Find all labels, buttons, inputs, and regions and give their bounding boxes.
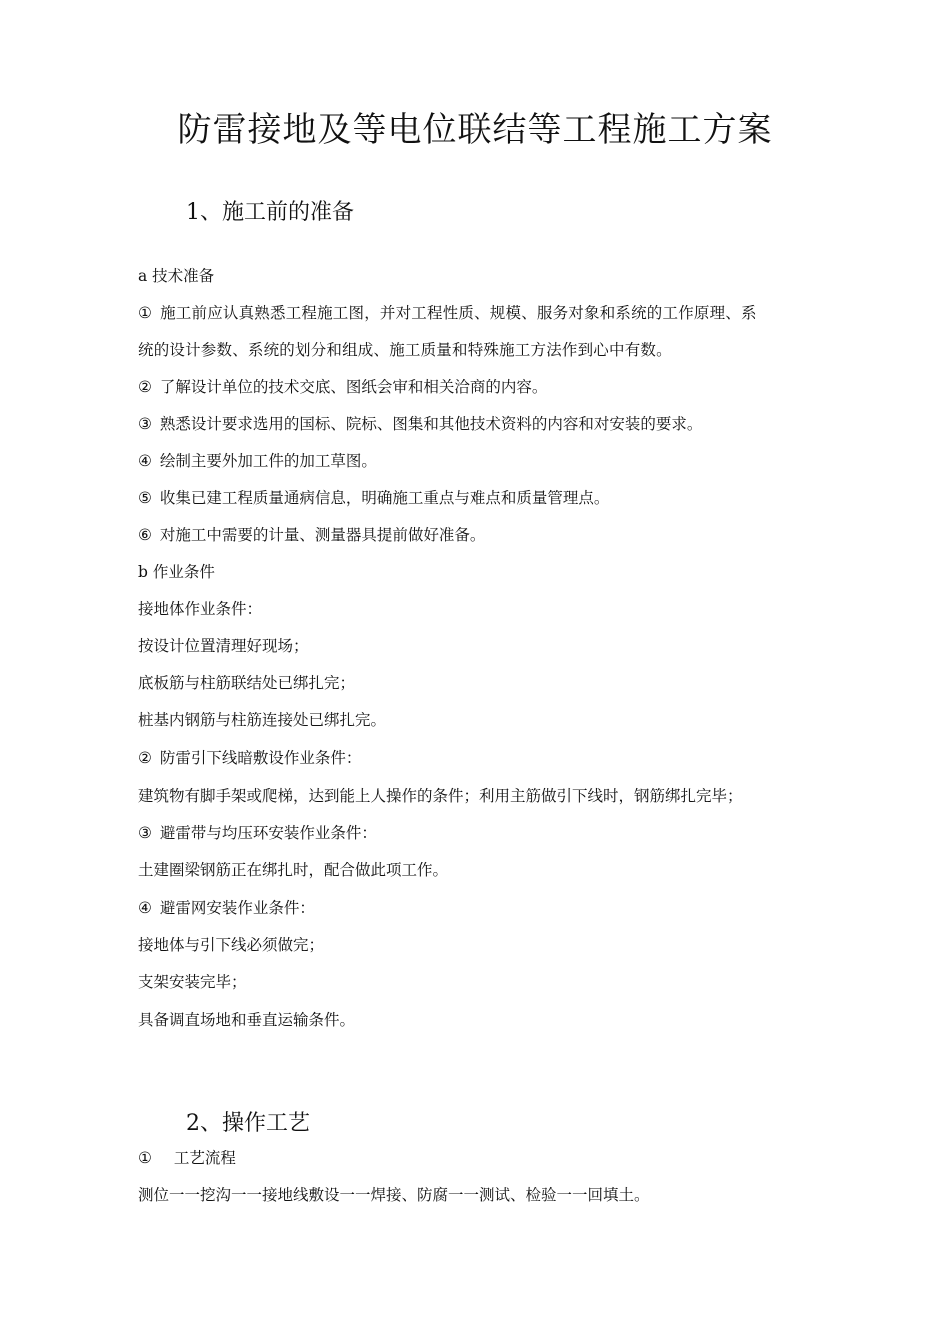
list-item [138, 897, 828, 919]
item-text: 熟悉设计要求选用的国标、院标、图集和其他技术资料的内容和对安装的要求。 [159, 415, 703, 433]
section-2-heading: 2、操作工艺 [186, 1111, 310, 1136]
item-text: 对施工中需要的计量、测量器具提前做好准备。 [159, 526, 486, 544]
item-text: 建筑物有脚手架或爬梯，达到能上人操作的条件；利用主筋做引下线时，钢筋绑扎完毕； [138, 787, 743, 805]
list-item [138, 450, 828, 472]
list-item [138, 785, 828, 807]
document-title: 防雷接地及等电位联结等工程施工方案 [177, 110, 773, 150]
item-text: 具备调直场地和垂直运输条件。 [138, 1011, 356, 1029]
subsection-a-heading: a 技术准备 [138, 267, 215, 285]
item-text: 绘制主要外加工件的加工草图。 [159, 452, 377, 470]
list-item [138, 635, 828, 657]
item-text: 按设计位置清理好现场； [138, 637, 309, 655]
item-number: ④ [138, 899, 152, 917]
item-text: 接地体作业条件： [138, 600, 263, 618]
list-item [138, 413, 828, 435]
item-text: 了解设计单位的技术交底、图纸会审和相关洽商的内容。 [159, 378, 548, 396]
list-item [138, 376, 828, 398]
list-item [138, 971, 828, 993]
list-item [138, 1009, 828, 1031]
list-item [138, 822, 828, 844]
item-text: 避雷带与均压环安装作业条件： [159, 824, 377, 842]
item-text: 土建圈梁钢筋正在绑扎时，配合做此项工作。 [138, 861, 449, 879]
list-item [138, 1147, 828, 1169]
item-number: ③ [138, 824, 152, 842]
item-text: 桩基内钢筋与柱筋连接处已绑扎完。 [138, 711, 387, 729]
subsection-b-heading: b 作业条件 [138, 563, 215, 581]
item-text: 施工前应认真熟悉工程施工图，并对工程性质、规模、服务对象和系统的工作原理、系 [160, 304, 757, 322]
section-1-heading: 1、施工前的准备 [186, 200, 354, 225]
list-item [138, 934, 828, 956]
item-number: ① [138, 304, 153, 322]
item-number: ② [138, 749, 152, 767]
list-item [138, 672, 828, 694]
list-item [138, 339, 828, 361]
list-item [138, 747, 828, 769]
item-text: 防雷引下线暗敷设作业条件： [159, 749, 362, 767]
item-text: 支架安装完毕； [138, 973, 247, 991]
list-item [138, 598, 828, 620]
item-text: 工艺流程 [173, 1149, 236, 1167]
list-item [138, 709, 828, 731]
item-number: ⑥ [138, 526, 152, 544]
item-number: ④ [138, 452, 152, 470]
list-item [138, 859, 828, 881]
item-text: 避雷网安装作业条件： [159, 899, 315, 917]
item-number: ② [138, 378, 152, 396]
list-item [138, 524, 828, 546]
item-text: 收集已建工程质量通病信息，明确施工重点与难点和质量管理点。 [159, 489, 610, 507]
list-item [138, 487, 828, 509]
item-text: 接地体与引下线必须做完； [138, 936, 325, 954]
item-number: ⑤ [138, 489, 152, 507]
item-text: 统的设计参数、系统的划分和组成、施工质量和特殊施工方法作到心中有数。 [138, 341, 672, 359]
list-item [138, 302, 828, 324]
item-number: ① [138, 1149, 152, 1167]
item-text: 底板筋与柱筋联结处已绑扎完； [138, 674, 356, 692]
process-flow-text: 测位一一挖沟一一接地线敷设一一焊接、防腐一一测试、检验一一回填土。 [138, 1186, 650, 1204]
item-number: ③ [138, 415, 152, 433]
